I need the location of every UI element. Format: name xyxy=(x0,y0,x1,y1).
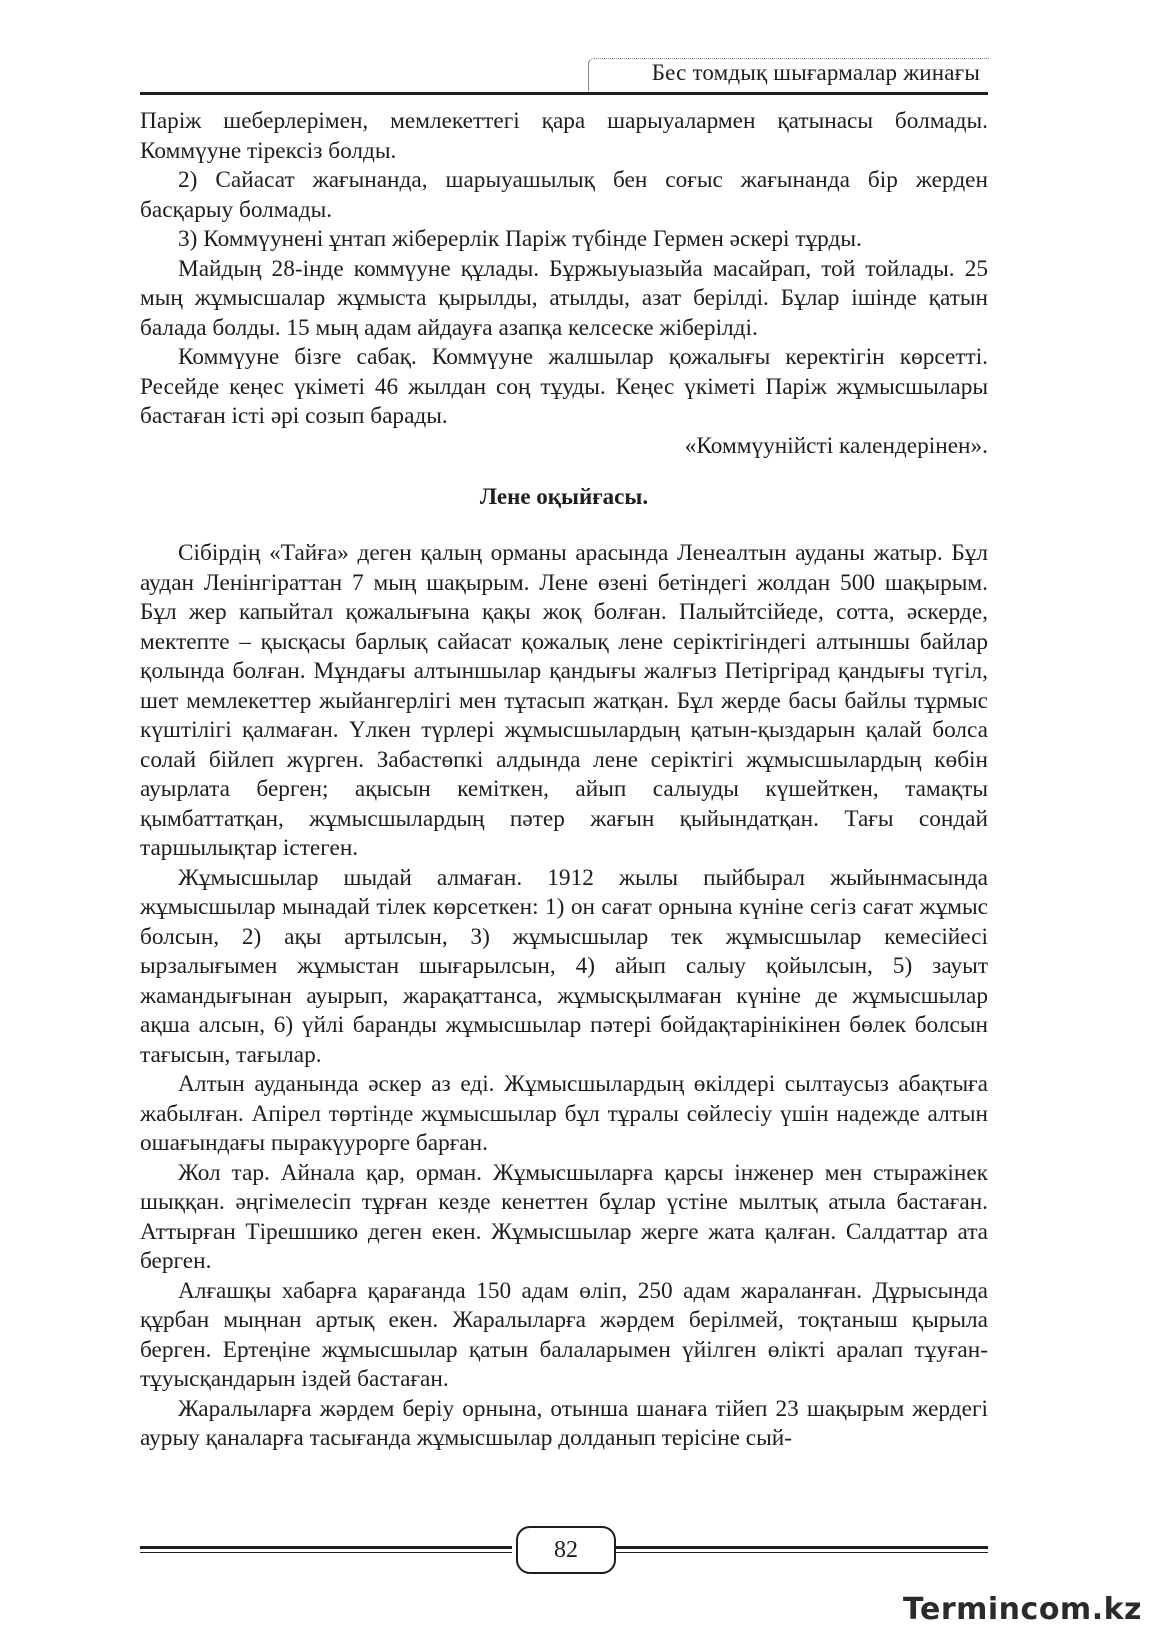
paragraph: Жұмысшылар шыдай алмаған. 1912 жылы пыйбырал жыйынмасында жұмысшылар мынадай тілек көрсеткен: 1) он сағат орнына күніне сегіз сағат жұмыс болсын, 2) ақы артылсын, 3) жұмысшылар тек жұмысшылар кемесійесі ырзалығымен жұмыстан шығарылсын, 4) айып салыу қойылсын, 5) зауыт жамандығынан ауырып, жарақаттанса, жұмысқылмаған күніне де жұмысшылар ақша алсын, 6) үйлі баранды жұмысшылар пәтері бойдақтарінікінен бөлек болсын тағысын, тағылар. xyxy=(140,864,988,1068)
book-title: Бес томдық шығармалар жинағы xyxy=(651,60,980,85)
paragraph: Сібірдің «Тайға» деген қалың орманы арасында Ленеалтын ауданы жатыр. Бұл аудан Ленінгіраттан 7 мың шақырым. Лене өзені бетіндегі жолдан 500 шақырым. Бұл жер капыйтал қожалығына қақы жоқ болған. Палыйтсійеде, сотта, әскерде, мектепте – қысқасы барлық сайасат қожалық лене серіктігіндегі алтыншы байлар қолында болған. Мұндағы алтыншылар қандығы жалғыз Петіргірад қандығы түгіл, шет мемлекеттер жыйангерлігі мен тұтасып жатқан. Бұл жерде басы байлы тұрмыс күштілігі қалмаған. Үлкен түрлері жұмысшылардың қатын-қыздарын қалай болса солай бійлеп жүрген. Забастөпкі алдында лене серіктігі жұмысшылардың көбін ауырлата берген; ақысын кеміткен, айып салыуды күшейткен, тамақты қымбаттатқан, жұмысшылардың пәтер жағын қыйындатқан. Тағы сондай таршылықтар істеген. xyxy=(140,540,988,861)
running-header xyxy=(140,56,988,96)
paragraph: Алтын ауданында әскер аз еді. Жұмысшылардың өкілдері сылтаусыз абақтыға жабылған. Апірел төртінде жұмысшылар бұл тұралы сөйлесіу үшін надежде алтын ошағындағы пыракүурорге барған. xyxy=(140,1071,988,1156)
header-rule xyxy=(140,92,988,95)
footer-rule-right-thin xyxy=(616,1552,988,1553)
page-footer xyxy=(140,1526,988,1574)
paragraph: Майдың 28-інде коммүуне құлады. Бұржыуыазыйа масайрап, той тойлады. 25 мың жұмысшалар жұмыста қырылды, атылды, азат берілді. Бұлар ішінде қатын балада болды. 15 мың адам айдауға азапқа келсеске жіберілді. xyxy=(140,255,988,341)
paragraph: 2) Сайасат жағынанда, шарыуашылық бен соғыс жағынанда бір жерден басқарыу болмады. xyxy=(140,167,988,223)
paragraph: Паріж шеберлерімен, мемлекеттегі қара шарыуалармен қатынасы болмады. Коммүуне тірексіз болды. xyxy=(140,108,988,164)
footer-rule-left-thin xyxy=(140,1552,512,1553)
source-citation: «Коммүунійсті календерінен». xyxy=(684,432,988,459)
paragraph: 3) Коммүунені ұнтап жіберерлік Паріж түбінде Гермен әскері тұрды. xyxy=(178,226,862,252)
page-number: 82 xyxy=(516,1526,616,1574)
section-title: Лене оқыйғасы. xyxy=(479,484,649,509)
page-body xyxy=(140,107,988,1454)
footer-rule-left xyxy=(140,1546,512,1549)
site-watermark: Termincom.kz xyxy=(903,1592,1142,1627)
paragraph: Алғашқы хабарға қарағанда 150 адам өліп, 250 адам жараланған. Дұрысында құрбан мыңнан артық екен. Жаралыларға жәрдем берілмей, тоқтаныш қырыла берген. Ертеңіне жұмысшылар қатын балаларымен үйілген өлікті аралап тұуған-тұуысқандарын іздей бастаған. xyxy=(140,1277,988,1392)
paragraph: Жаралыларға жәрдем беріу орнына, отынша шанаға тійеп 23 шақырым жердегі аурыу қаналарға тасығанда жұмысшылар долданып терісіне сый- xyxy=(140,1395,988,1451)
paragraph: Коммүуне бізге сабақ. Коммүуне жалшылар қожалығы керектігін көрсетті. Ресейде кеңес үкіметі 46 жылдан соң тұуды. Кеңес үкіметі Паріж жұмысшылары бастаған істі әрі созып барады. xyxy=(140,344,988,429)
footer-rule-right xyxy=(616,1546,988,1549)
paragraph: Жол тар. Айнала қар, орман. Жұмысшыларға қарсы інженер мен стыражінек шыққан. әңгімелесіп тұрған кезде кенеттен бұлар үстіне мылтық атыла бастаған. Аттырған Тірешшико деген екен. Жұмысшылар жерге жата қалған. Салдаттар ата берген. xyxy=(140,1159,988,1274)
